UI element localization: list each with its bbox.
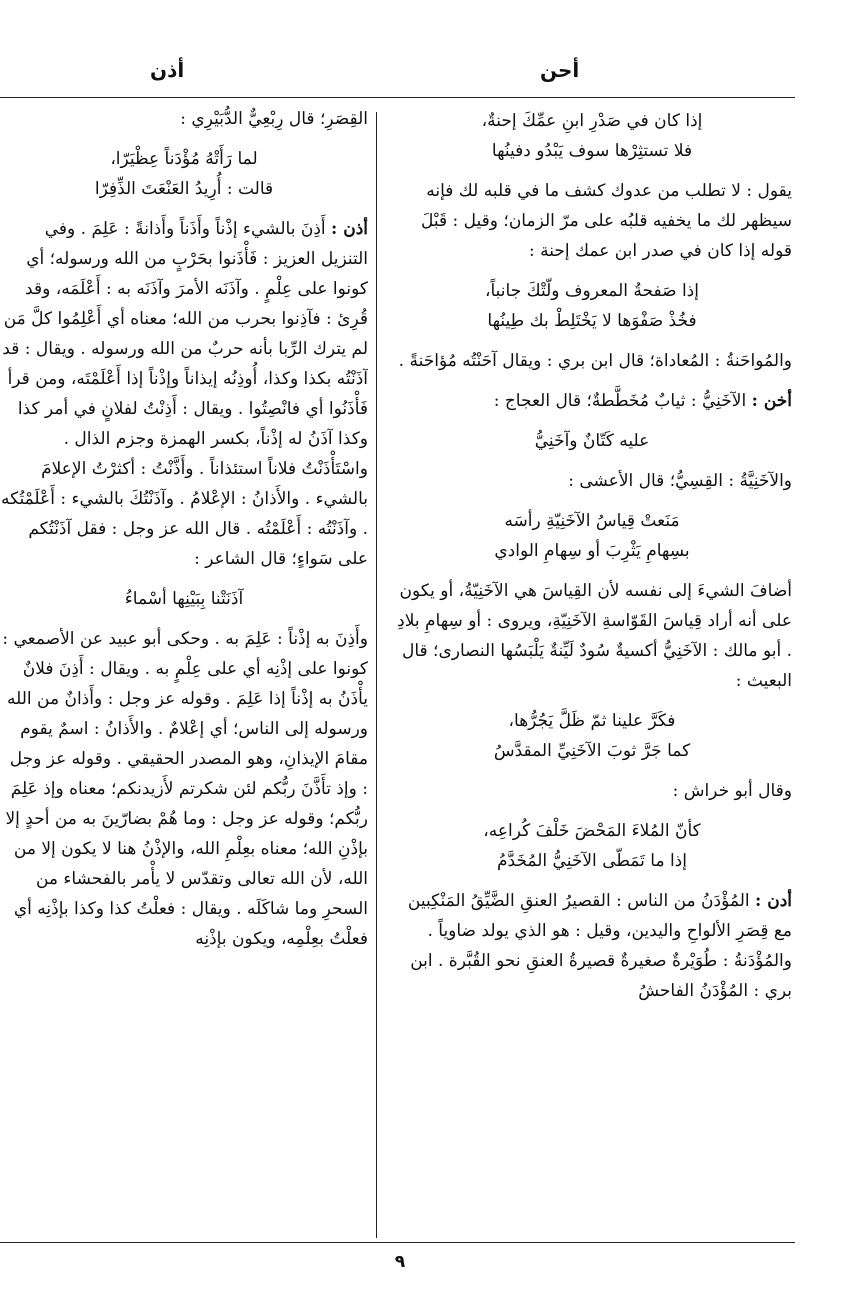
paragraph: يقول : لا تطلب من عدوك كشف ما في قلبه لك فإنه سيظهر لك ما يخفيه قلبُه على مرّ الزمان؛ وقيل : قَبْلَ قوله إذا كان في صدر ابن عمك إحنة : — [421, 181, 792, 261]
entry-adhn-main — [0, 214, 368, 574]
entry-akhn — [392, 386, 792, 416]
right-headword: أحن — [540, 58, 580, 82]
verse — [0, 144, 368, 204]
verse — [392, 506, 792, 566]
verse-line: لما رَأَتْهُ مُؤْدَناً عِظْيَرّا، — [110, 149, 258, 169]
bottom-rule — [0, 1242, 795, 1243]
verse — [392, 426, 792, 456]
column-divider — [376, 112, 377, 1238]
entry-text: الآخَنِيُّ : ثيابٌ مُخَطَّطةٌ؛ قال العجاج : — [493, 391, 747, 411]
verse-line: بسِهامِ يَثْرِبَ أو سِهامِ الوادي — [494, 541, 690, 561]
verse-line: فلا تستثِرْها سوف يَبْدُو دفينُها — [491, 141, 693, 161]
verse — [0, 584, 368, 614]
right-column — [392, 104, 792, 1239]
verse-line: كما جَرَّ ثوبَ الآخَنِيِّ المقدَّسُ — [493, 741, 691, 761]
paragraph: والمُواحَنةُ : المُعاداة؛ قال ابن بري : ويقال آحَنْتُه مُؤاحَنةً . — [398, 351, 792, 371]
entry-adhn — [392, 886, 792, 1006]
entry-headword: أذن : — [331, 219, 368, 239]
paragraph: وقال أبو خراش : — [672, 781, 792, 801]
left-headword: أذن — [150, 58, 185, 82]
top-rule — [0, 97, 795, 98]
paragraph: والآخَنِيَّةُ : القِسِيُّ؛ قال الأعشى : — [568, 471, 792, 491]
entry-headword: أدن : — [755, 891, 792, 911]
entry-text: أَذِنَ بالشيء إذْناً وأَذَناً وأَذانةً : عَلِمَ . وفي التنزيل العزيز : فَأْذَنوا بحَرْبٍ من الله ورسوله؛ أي كونوا على عِلْمٍ . وآذَنَه الأمرَ وآذَنَه به : أَعْلَمَه، وقد قُرِئ : فآذِنوا بحرب من الله؛ معناه أي أَعْلِمُوا كلَّ مَن لم يترك الرِّبا بأنه حربٌ من الله ورسوله . ويقال : قد آذَنْتُه بكذا وكذا، أُوذِنُه إيذاناً وإذْناً إذا أَعْلَمْتَه، ومن قرأ فَأْذَنُوا أي فانْصِتُوا . ويقال : أَذِنْتُ لفلانٍ في أمر كذا وكذا آذَنُ له إذْناً، بكسر الهمزة وجزم الذال . واسْتَأْذَنْتُ فلاناً استئذاناً . وأَذَّنْتُ : أكثرْتُ الإعلامَ بالشيء . والأَذانُ : الإعْلامُ . وآذَنْتُكَ بالشيء : أَعْلَمْتُكه . وآذَنْتُه : أَعْلَمْتُه . قال الله عز وجل : فقل آذَنْتُكم على سَواءٍ؛ قال الشاعر : — [0, 219, 368, 569]
verse — [392, 106, 792, 166]
entry-headword: أخن : — [751, 391, 792, 411]
paragraph: وأَذِنَ به إذْناً : عَلِمَ به . وحكى أبو عبيد عن الأصمعي : كونوا على إذْنِه أي على عِلْمٍ به . ويقال : أَذِنَ فلانٌ يأْذَنُ به إذْناً إذا عَلِمَ . وقوله عز وجل : وأَذانٌ من الله ورسوله إلى الناس؛ أي إعْلامٌ . والأَذانُ : اسمٌ يقوم مقامَ الإيذانِ، وهو المصدر الحقيقي . وقوله عز وجل : وإذ تأَذَّنَ ربُّكم لئن شكرتم لأَزيدنكم؛ معناه وإذ عَلِمَ ربُّكم؛ وقوله عز وجل : وما هُمْ بضارّينَ به من أحدٍ إلا بإذْنِ الله؛ معناه بعِلْمِ الله، والإذْنُ هنا لا يكون إلا من الله، لأن الله تعالى وتقدّس لا يأْمر بالفحشاء من السحرِ وما شاكَلَه . ويقال : فعلْتُ كذا وكذا بإذْنِه أي فعلْتُ بعِلْمِه، ويكون بإذْنِه — [2, 629, 368, 949]
verse-line: فكَرَّ علينا ثمّ ظَلَّ يَجُرُّها، — [508, 711, 676, 731]
page-number: ٩ — [394, 1252, 406, 1272]
paragraph: أضافَ الشيءَ إلى نفسه لأن القِياسَ هي الآخَنِيّةُ، أو يكون على أنه أراد قِياسَ القَوّاسةِ الآخَنِيّةِ، ويروى : أو سِهامِ بلادِ . أبو مالك : الآخَنِيُّ أكسيةٌ سُودٌ لَيِّنةٌ يَلْبَسُها النصارى؛ قال البعيث : — [397, 581, 792, 691]
verse-line: عليه كَتّانٌ وآخَنِيُّ — [534, 431, 650, 451]
verse — [392, 816, 792, 876]
verse-line: مَنَعتْ قِياسُ الآخَنِيّةِ رأسَه — [504, 511, 680, 531]
paragraph: القِصَرِ؛ قال رِبْعِيٌّ الدُّبَيْرِي : — [180, 109, 368, 129]
verse-line: آذَنَتْنا بِبَيْنِها أسْماءُ — [124, 589, 244, 609]
verse-line: إذا ما تَمَطّى الآخَنِيُّ المُخَدَّمُ — [497, 851, 687, 871]
verse-line: فخُذْ صَفْوَها لا يَخْتَلِطْ بك طِينُها — [487, 311, 697, 331]
verse-line: قالت : أُرِيدُ العَنْعَتَ الذِّفِرّا — [94, 179, 274, 199]
left-column — [0, 104, 368, 1239]
verse — [392, 276, 792, 336]
verse-line: إذا كان في صَدْرِ ابنِ عمِّكَ إحنةٌ، — [481, 111, 703, 131]
verse-line: إذا صَفحةُ المعروف ولّتْكَ جانباً، — [485, 281, 699, 301]
entry-text: المُؤْدَنُ من الناس : القصيرُ العنقِ الضَّيِّقُ المَنْكِبين مع قِصَرِ الألواحِ واليدين، وقيل : هو الذي يولد ضاوياً . والمُؤْدَنةُ : طُوَيْرةٌ صغيرةٌ قصيرةُ العنقِ نحو القُبَّرة . ابن بري : المُؤْدَنُ الفاحشُ — [407, 891, 792, 1001]
verse — [392, 706, 792, 766]
verse-line: كأنّ المُلاءَ المَحْضَ خَلْفَ كُراعِه، — [483, 821, 701, 841]
